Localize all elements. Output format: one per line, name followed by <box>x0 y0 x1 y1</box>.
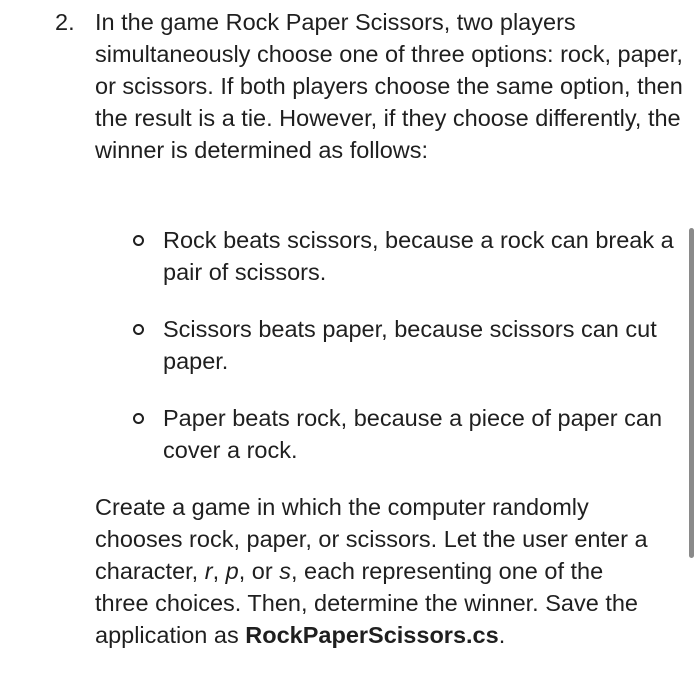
problem-intro: In the game Rock Paper Scissors, two players simultaneously choose one of three options: rock, paper, or scissors. If both players choose the same option, then the result is a tie. However, if they choose differently, the winner is determined as follows: <box>95 9 683 163</box>
rules-list <box>0 224 700 491</box>
option-r: r <box>204 558 213 584</box>
instructions-text: , each representing one of the three choices. Then, determine the winner. Save the application as <box>95 558 639 648</box>
filename: RockPaperScissors.cs <box>245 622 499 648</box>
instructions-text: Create a game in which the computer randomly chooses rock, paper, or scissors. Let the user enter a character, <box>95 494 648 584</box>
separator: , or <box>238 558 280 584</box>
rule-text: Scissors beats paper, because scissors can cut paper. <box>163 316 657 374</box>
rule-text: Rock beats scissors, because a rock can break a pair of scissors. <box>163 227 674 285</box>
problem-instructions <box>95 491 655 651</box>
hollow-circle-icon <box>133 235 144 246</box>
problem-number: 2. <box>55 9 75 35</box>
rule-item <box>0 313 683 377</box>
option-s: s <box>279 558 291 584</box>
scrollbar[interactable] <box>689 228 694 558</box>
period: . <box>498 622 506 648</box>
hollow-circle-icon <box>133 324 144 335</box>
rule-text: Paper beats rock, because a piece of paper can cover a rock. <box>163 405 663 463</box>
separator: , <box>212 558 226 584</box>
rule-item <box>0 402 683 466</box>
option-p: p <box>225 558 239 584</box>
hollow-circle-icon <box>133 413 144 424</box>
rule-item <box>0 224 683 288</box>
